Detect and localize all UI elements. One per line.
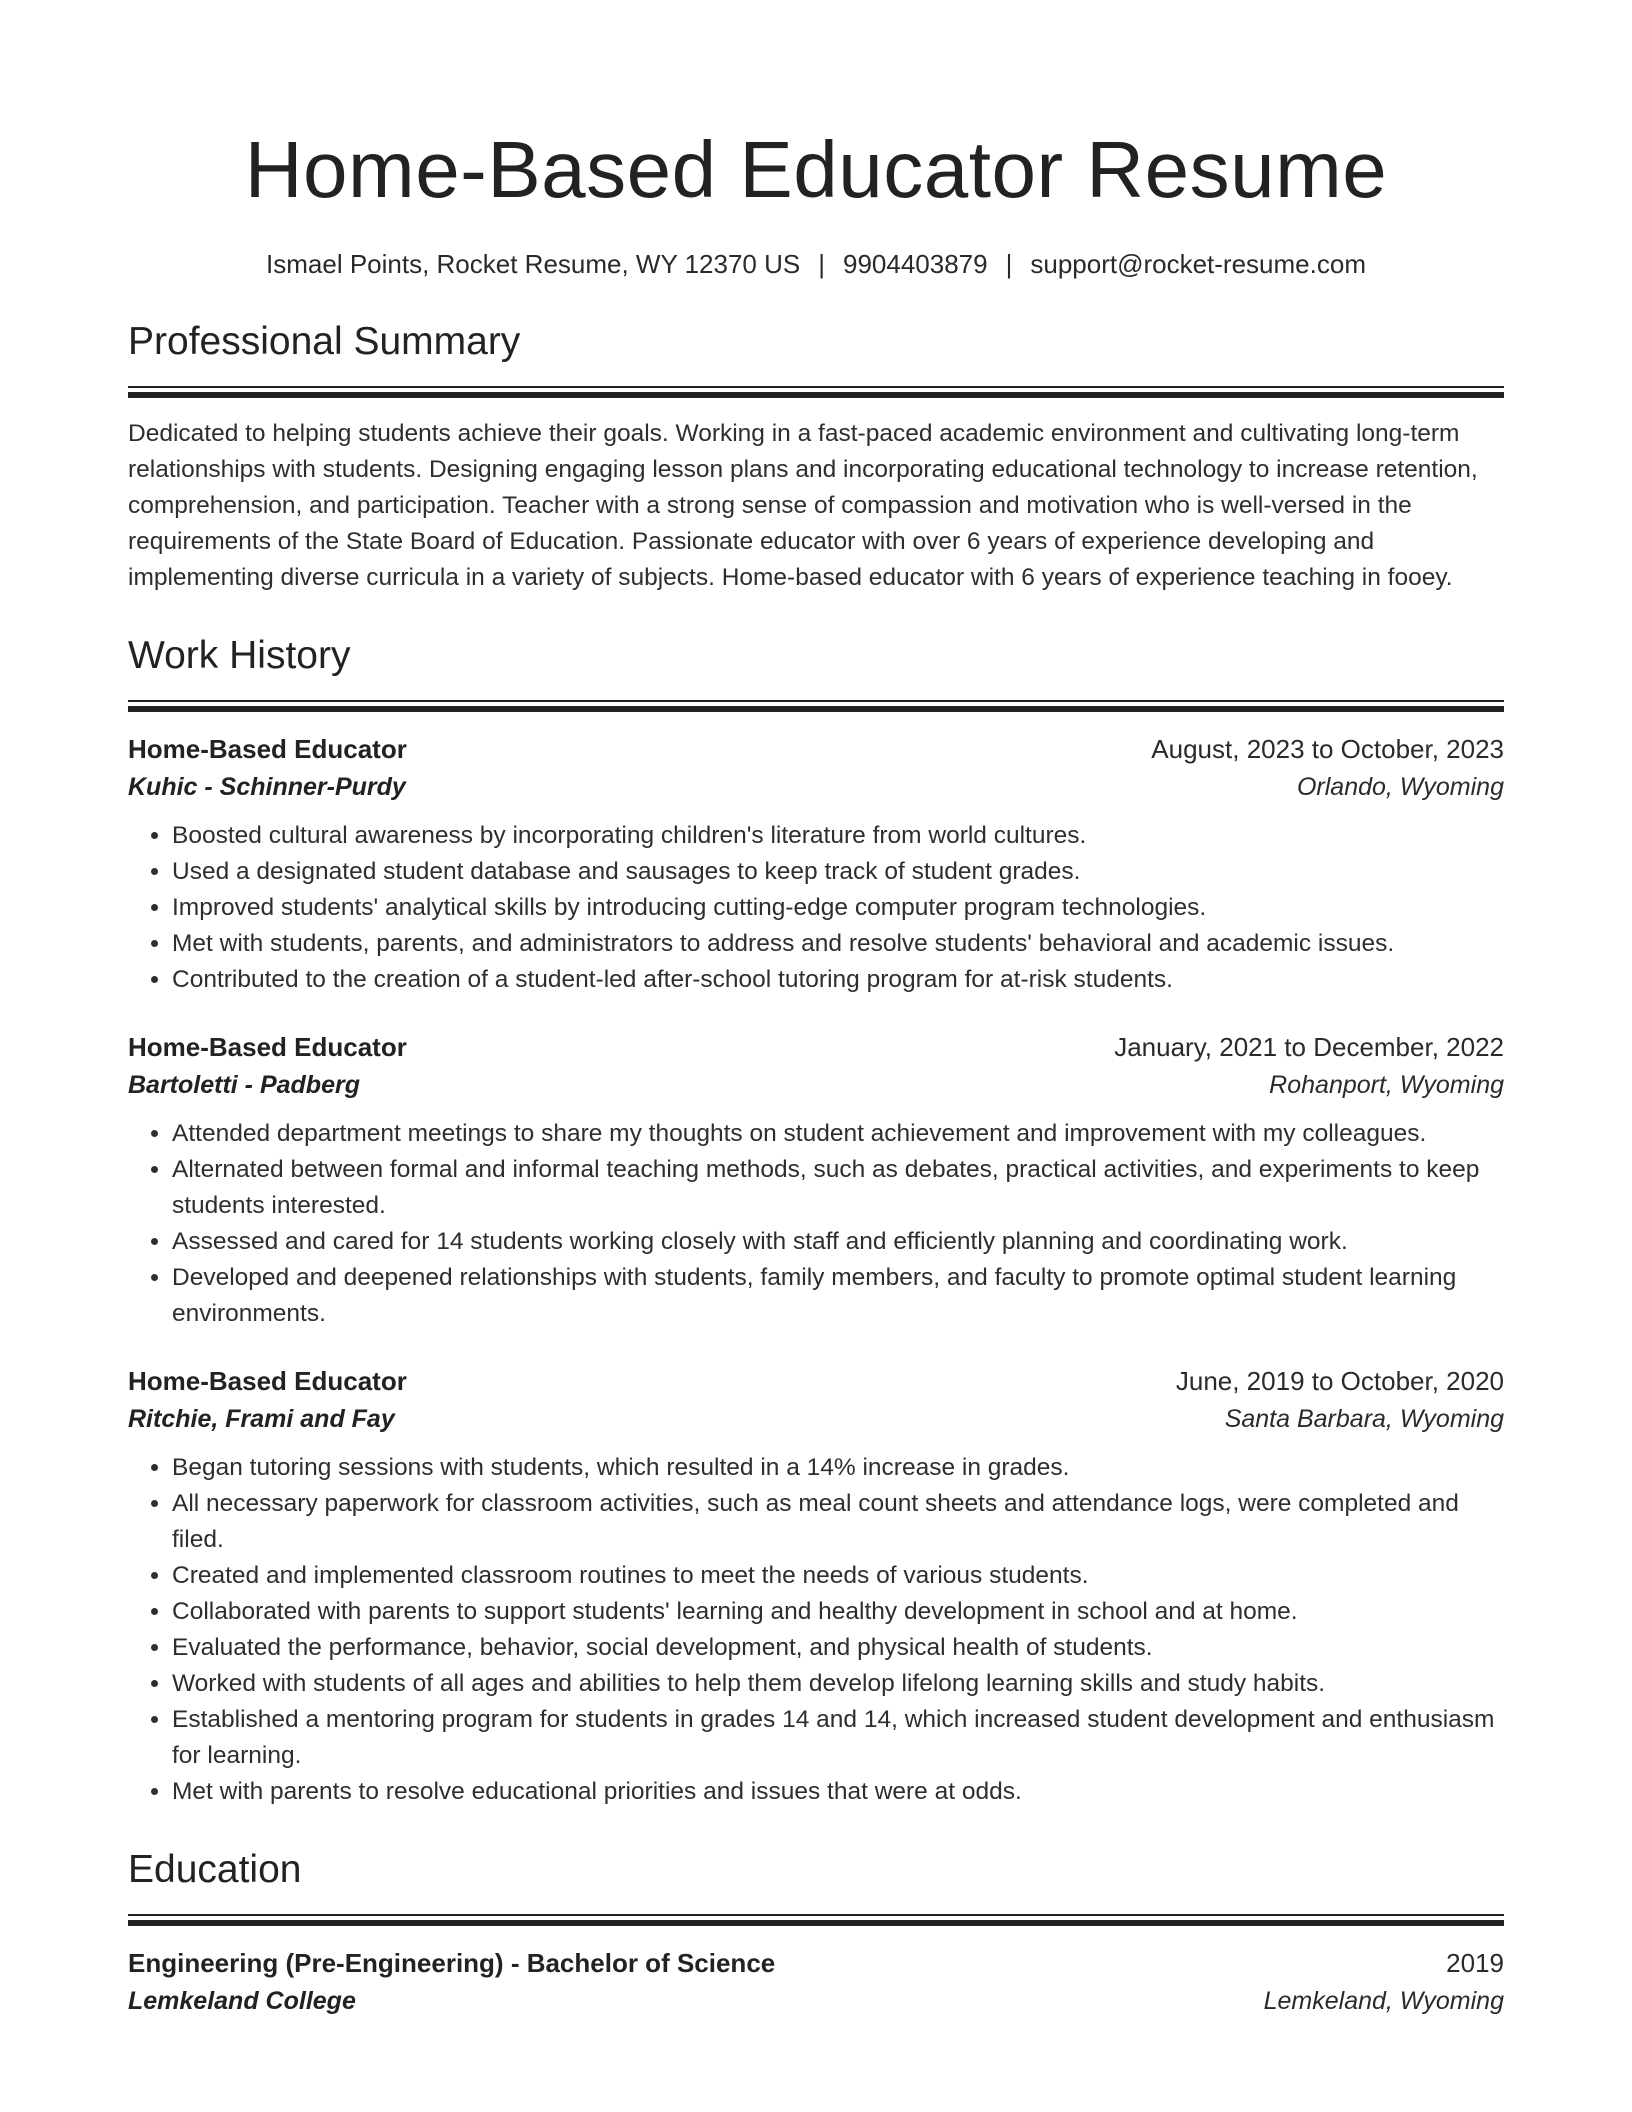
job-role: Home-Based Educator [128,1032,407,1062]
section-title-summary: Professional Summary [128,320,521,363]
contact-email: support@rocket-resume.com [1030,249,1366,279]
job-role: Home-Based Educator [128,1366,407,1396]
contact-separator: | [818,249,825,279]
job-bullet: • Worked with students of all ages and abilities to help them develop lifelong learning skills and study habits. [172,1666,1504,1702]
job-bullet: • Met with students, parents, and administrators to address and resolve students' behavioral and academic issues. [172,926,1504,962]
section-divider [128,386,1504,398]
contact-line [128,246,1504,282]
summary-section-header [128,316,1504,398]
education-entry [128,1944,1504,2020]
section-divider [128,700,1504,712]
job-bullets [128,1116,1504,1332]
job-entry [128,1362,1504,1810]
document-title: Home-Based Educator Resume [244,125,1388,214]
section-title-education: Education [128,1848,302,1891]
job-location: Rohanport, Wyoming [1269,1071,1504,1099]
job-bullet: • Began tutoring sessions with students, which resulted in a 14% increase in grades. [172,1450,1504,1486]
job-entry [128,1028,1504,1332]
job-dates: June, 2019 to October, 2020 [1175,1366,1504,1396]
contact-separator: | [1005,249,1013,279]
education-location: Lemkeland, Wyoming [1263,1987,1504,2015]
job-bullet: • Evaluated the performance, behavior, social development, and physical health of students. [172,1630,1504,1666]
work-history-list [128,730,1504,1810]
education-degree: Engineering (Pre-Engineering) - Bachelor of Science [128,1948,776,1978]
job-company: Kuhic - Schinner-Purdy [128,773,406,801]
job-bullet: • Developed and deepened relationships with students, family members, and faculty to promote optimal student learning environments. [172,1260,1504,1332]
job-bullet: • Used a designated student database and sausages to keep track of student grades. [172,854,1504,890]
job-company: Ritchie, Frami and Fay [128,1405,395,1433]
contact-address: Ismael Points, Rocket Resume, WY 12370 US [266,249,801,279]
job-bullets [128,818,1504,998]
work-section-header [128,630,1504,712]
education-year: 2019 [1446,1948,1504,1978]
job-bullet: • All necessary paperwork for classroom activities, such as meal count sheets and attendance logs, were completed and filed. [172,1486,1504,1558]
job-bullet: • Contributed to the creation of a student-led after-school tutoring program for at-risk students. [172,962,1504,998]
job-bullet: • Established a mentoring program for students in grades 14 and 14, which increased student development and enthusiasm for learning. [172,1702,1504,1774]
job-location: Orlando, Wyoming [1296,773,1504,801]
section-divider [128,1914,1504,1926]
job-dates: January, 2021 to December, 2022 [1114,1032,1504,1062]
job-role: Home-Based Educator [128,734,407,764]
section-title-work: Work History [128,634,351,677]
education-school: Lemkeland College [128,1987,356,2015]
job-company: Bartoletti - Padberg [128,1071,360,1099]
job-bullets [128,1450,1504,1810]
job-bullet: • Alternated between formal and informal teaching methods, such as debates, practical activities, and experiments to keep students interested. [172,1152,1504,1224]
job-bullet: • Attended department meetings to share my thoughts on student achievement and improvement with my colleagues. [172,1116,1504,1152]
job-bullet: • Created and implemented classroom routines to meet the needs of various students. [172,1558,1504,1594]
education-section-header [128,1844,1504,1926]
job-bullet: • Collaborated with parents to support students' learning and healthy development in school and at home. [172,1594,1504,1630]
job-location: Santa Barbara, Wyoming [1224,1405,1504,1433]
summary-text: Dedicated to helping students achieve their goals. Working in a fast-paced academic environment and cultivating long-term relationships with students. Designing engaging lesson plans and incorporating educational technology to increase retention, comprehension, and participation. Teacher with a strong sense of compassion and motivation who is well-versed in the requirements of the State Board of Education. Passionate educator with over 6 years of experience developing and implementing diverse curricula in a variety of subjects. Home-based educator with 6 years of experience teaching in fooey. [128,420,1478,591]
job-bullet: • Improved students' analytical skills by introducing cutting-edge computer program technologies. [172,890,1504,926]
job-dates: August, 2023 to October, 2023 [1151,734,1504,764]
job-bullet: • Assessed and cared for 14 students working closely with staff and efficiently planning and coordinating work. [172,1224,1504,1260]
job-bullet: • Boosted cultural awareness by incorporating children's literature from world cultures. [172,818,1504,854]
job-entry [128,730,1504,998]
job-bullet: • Met with parents to resolve educational priorities and issues that were at odds. [172,1774,1504,1810]
contact-phone: 9904403879 [842,249,988,279]
